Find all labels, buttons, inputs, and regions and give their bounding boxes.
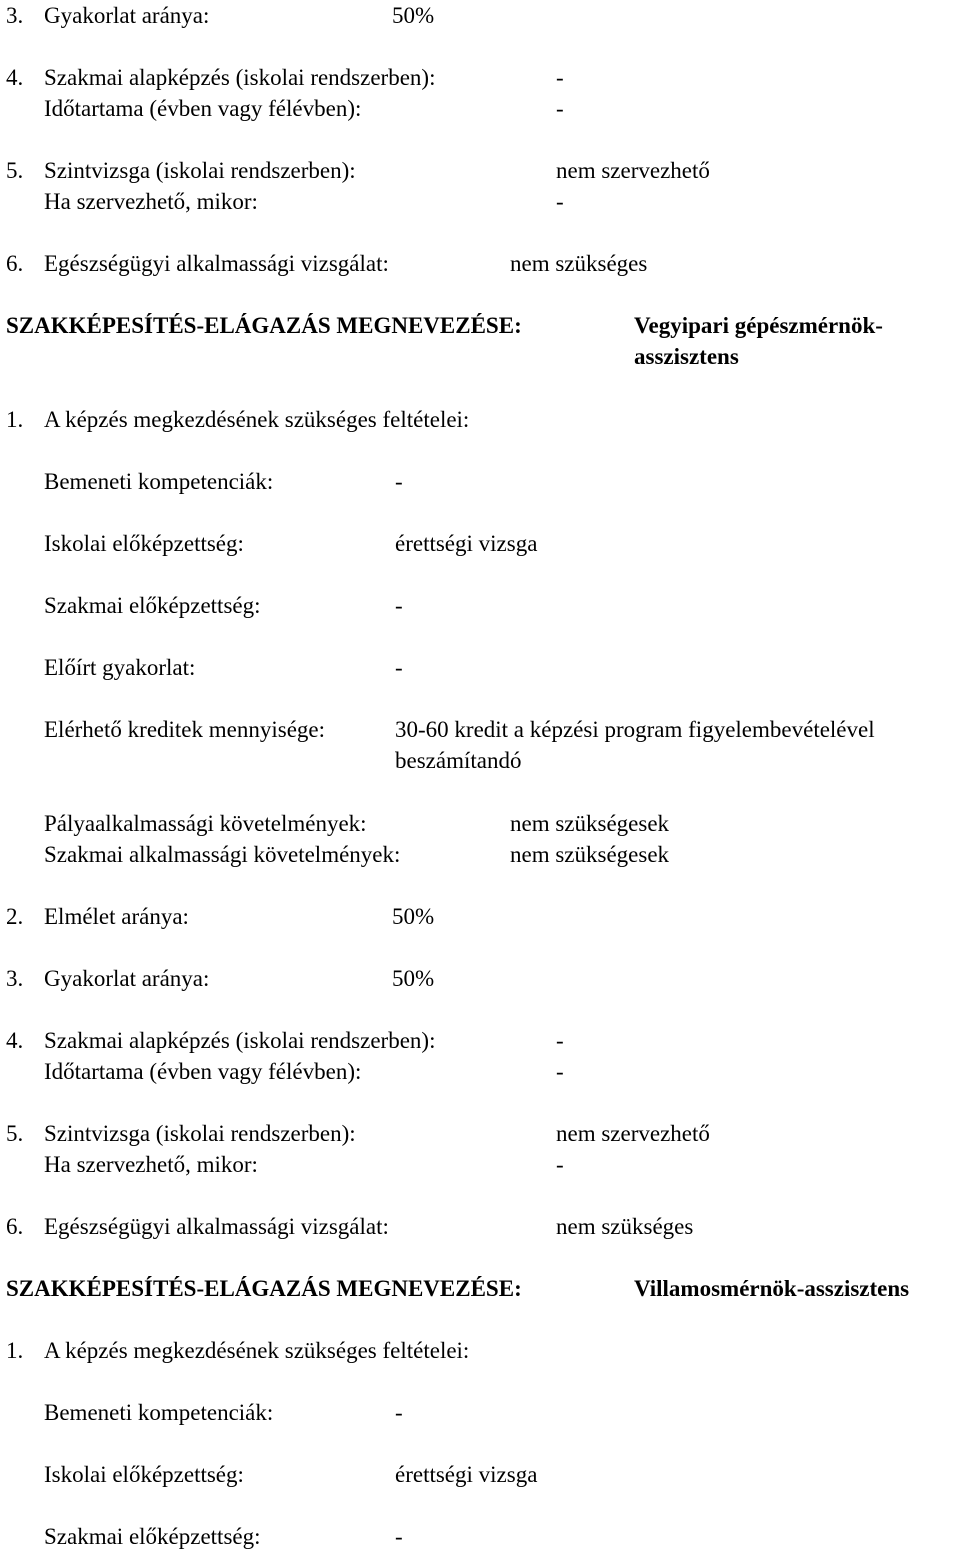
level-exam-value: nem szervezhető — [556, 158, 710, 183]
health-exam-value: nem szükséges — [510, 251, 648, 276]
duration-value: - — [556, 96, 564, 121]
school-prerequisite-label: Iskolai előképzettség: — [44, 1462, 244, 1487]
branch-name-cont: asszisztens — [634, 344, 739, 369]
credits-label: Elérhető kreditek mennyisége: — [44, 717, 326, 742]
school-prerequisite-value: érettségi vizsga — [395, 1462, 538, 1487]
basic-training-value: - — [556, 1028, 564, 1053]
item-number: 6. — [6, 251, 24, 276]
professional-prerequisite-label: Szakmai előképzettség: — [44, 593, 261, 618]
basic-training-label: Szakmai alapképzés (iskolai rendszerben): — [44, 1028, 436, 1053]
practice-ratio-value: 50% — [392, 3, 435, 28]
item-number: 3. — [6, 966, 24, 991]
health-exam-value: nem szükséges — [556, 1214, 694, 1239]
school-prerequisite-label: Iskolai előképzettség: — [44, 531, 244, 556]
duration-label: Időtartama (évben vagy félévben): — [44, 96, 362, 121]
school-prerequisite-value: érettségi vizsga — [395, 531, 538, 556]
credits-value: 30-60 kredit a képzési program figyelembevételével — [395, 717, 875, 742]
input-competencies-label: Bemeneti kompetenciák: — [44, 1400, 274, 1425]
item-number: 4. — [6, 65, 24, 90]
basic-training-value: - — [556, 65, 564, 90]
practice-ratio-value: 50% — [392, 966, 435, 991]
level-exam-when-label: Ha szervezhető, mikor: — [44, 189, 258, 214]
branch-heading: SZAKKÉPESÍTÉS-ELÁGAZÁS MEGNEVEZÉSE: — [6, 313, 522, 338]
theory-ratio-label: Elmélet aránya: — [44, 904, 189, 929]
item-number: 4. — [6, 1028, 24, 1053]
input-competencies-value: - — [395, 1400, 403, 1425]
item-number: 5. — [6, 158, 24, 183]
required-practice-value: - — [395, 655, 403, 680]
level-exam-when-value: - — [556, 189, 564, 214]
professional-prerequisite-label: Szakmai előképzettség: — [44, 1524, 261, 1549]
item-number: 2. — [6, 904, 24, 929]
item-number: 3. — [6, 3, 24, 28]
item-number: 1. — [6, 407, 24, 432]
entry-requirements-heading: A képzés megkezdésének szükséges feltételei: — [44, 1338, 470, 1363]
branch-name: Vegyipari gépészmérnök- — [634, 313, 883, 338]
item-number: 6. — [6, 1214, 24, 1239]
professional-prerequisite-value: - — [395, 1524, 403, 1549]
level-exam-label: Szintvizsga (iskolai rendszerben): — [44, 1121, 356, 1146]
duration-value: - — [556, 1059, 564, 1084]
required-practice-label: Előírt gyakorlat: — [44, 655, 196, 680]
item-number: 5. — [6, 1121, 24, 1146]
credits-value-cont: beszámítandó — [395, 748, 522, 773]
career-aptitude-value: nem szükségesek — [510, 811, 670, 836]
health-exam-label: Egészségügyi alkalmassági vizsgálat: — [44, 1214, 389, 1239]
theory-ratio-value: 50% — [392, 904, 435, 929]
branch-name: Villamosmérnök-asszisztens — [634, 1276, 910, 1301]
level-exam-when-label: Ha szervezhető, mikor: — [44, 1152, 258, 1177]
professional-aptitude-label: Szakmai alkalmassági követelmények: — [44, 842, 401, 867]
item-number: 1. — [6, 1338, 24, 1363]
entry-requirements-heading: A képzés megkezdésének szükséges feltételei: — [44, 407, 470, 432]
duration-label: Időtartama (évben vagy félévben): — [44, 1059, 362, 1084]
professional-aptitude-value: nem szükségesek — [510, 842, 670, 867]
level-exam-when-value: - — [556, 1152, 564, 1177]
practice-ratio-label: Gyakorlat aránya: — [44, 966, 210, 991]
level-exam-value: nem szervezhető — [556, 1121, 710, 1146]
practice-ratio-label: Gyakorlat aránya: — [44, 3, 210, 28]
input-competencies-label: Bemeneti kompetenciák: — [44, 469, 274, 494]
input-competencies-value: - — [395, 469, 403, 494]
basic-training-label: Szakmai alapképzés (iskolai rendszerben): — [44, 65, 436, 90]
career-aptitude-label: Pályaalkalmassági követelmények: — [44, 811, 367, 836]
health-exam-label: Egészségügyi alkalmassági vizsgálat: — [44, 251, 389, 276]
level-exam-label: Szintvizsga (iskolai rendszerben): — [44, 158, 356, 183]
branch-heading: SZAKKÉPESÍTÉS-ELÁGAZÁS MEGNEVEZÉSE: — [6, 1276, 522, 1301]
professional-prerequisite-value: - — [395, 593, 403, 618]
